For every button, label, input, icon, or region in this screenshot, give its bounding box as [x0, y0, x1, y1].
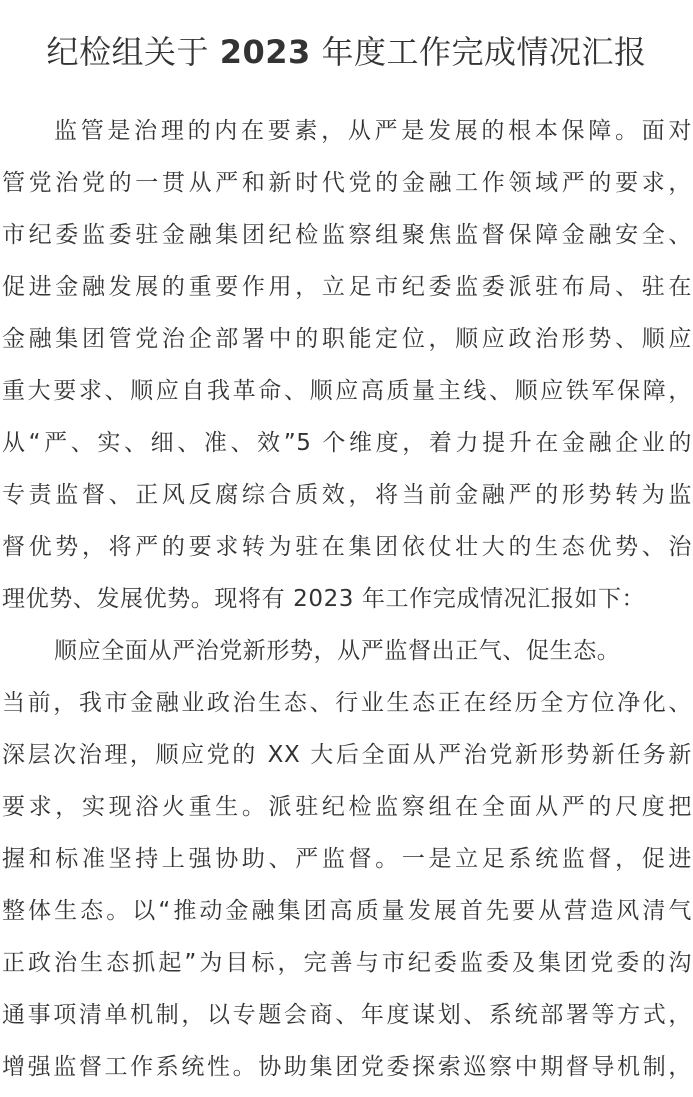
text-line: 促进金融发展的重要作用，立足市纪委监委派驻布局、驻在	[2, 274, 692, 300]
text-line: 市纪委监委驻金融集团纪检监察组聚焦监督保障金融安全、	[2, 222, 692, 248]
text-line: 通事项清单机制，以专题会商、年度谋划、系统部署等方式，	[2, 1002, 692, 1028]
paragraph-2	[2, 625, 692, 1093]
title-suffix: 年度工作完成情况汇报	[321, 33, 647, 71]
document-title	[0, 0, 693, 74]
text-line: 专责监督、正风反腐综合质效，将当前金融严的形势转为监	[2, 482, 692, 508]
text-line: 从“严、实、细、准、效”5 个维度，着力提升在金融企业的	[2, 430, 692, 456]
text-line: 要求，实现浴火重生。派驻纪检监察组在全面从严的尺度把	[2, 794, 692, 820]
text-line: 监管是治理的内在要素，从严是发展的根本保障。面对	[54, 118, 692, 144]
text-line: 握和标准坚持上强协助、严监督。一是立足系统监督，促进	[2, 846, 692, 872]
text-line: 当前，我市金融业政治生态、行业生态正在经历全方位净化、	[2, 690, 692, 716]
text-line: 督优势，将严的要求转为驻在集团依仗壮大的生态优势、治	[2, 534, 692, 560]
title-prefix: 纪检组关于	[46, 33, 210, 71]
text-line: 增强监督工作系统性。协助集团党委探索巡察中期督导机制，	[2, 1054, 692, 1080]
text-line: 顺应全面从严治党新形势，从严监督出正气、促生态。	[54, 638, 621, 664]
paragraph-1	[2, 105, 692, 625]
text-line: 正政治生态抓起”为目标，完善与市纪委监委及集团党委的沟	[2, 950, 692, 976]
title-year: 2023	[219, 33, 311, 71]
text-line: 金融集团管党治企部署中的职能定位，顺应政治形势、顺应	[2, 326, 692, 352]
text-line: 整体生态。以“推动金融集团高质量发展首先要从营造风清气	[2, 898, 692, 924]
text-line: 重大要求、顺应自我革命、顺应高质量主线、顺应铁军保障，	[2, 378, 692, 404]
text-line: 理优势、发展优势。现将有 2023 年工作完成情况汇报如下：	[2, 586, 646, 612]
document-body	[2, 105, 692, 1093]
text-line: 管党治党的一贯从严和新时代党的金融工作领域严的要求，	[2, 170, 692, 196]
text-line: 深层次治理，顺应党的 XX 大后全面从严治党新形势新任务新	[2, 742, 692, 768]
